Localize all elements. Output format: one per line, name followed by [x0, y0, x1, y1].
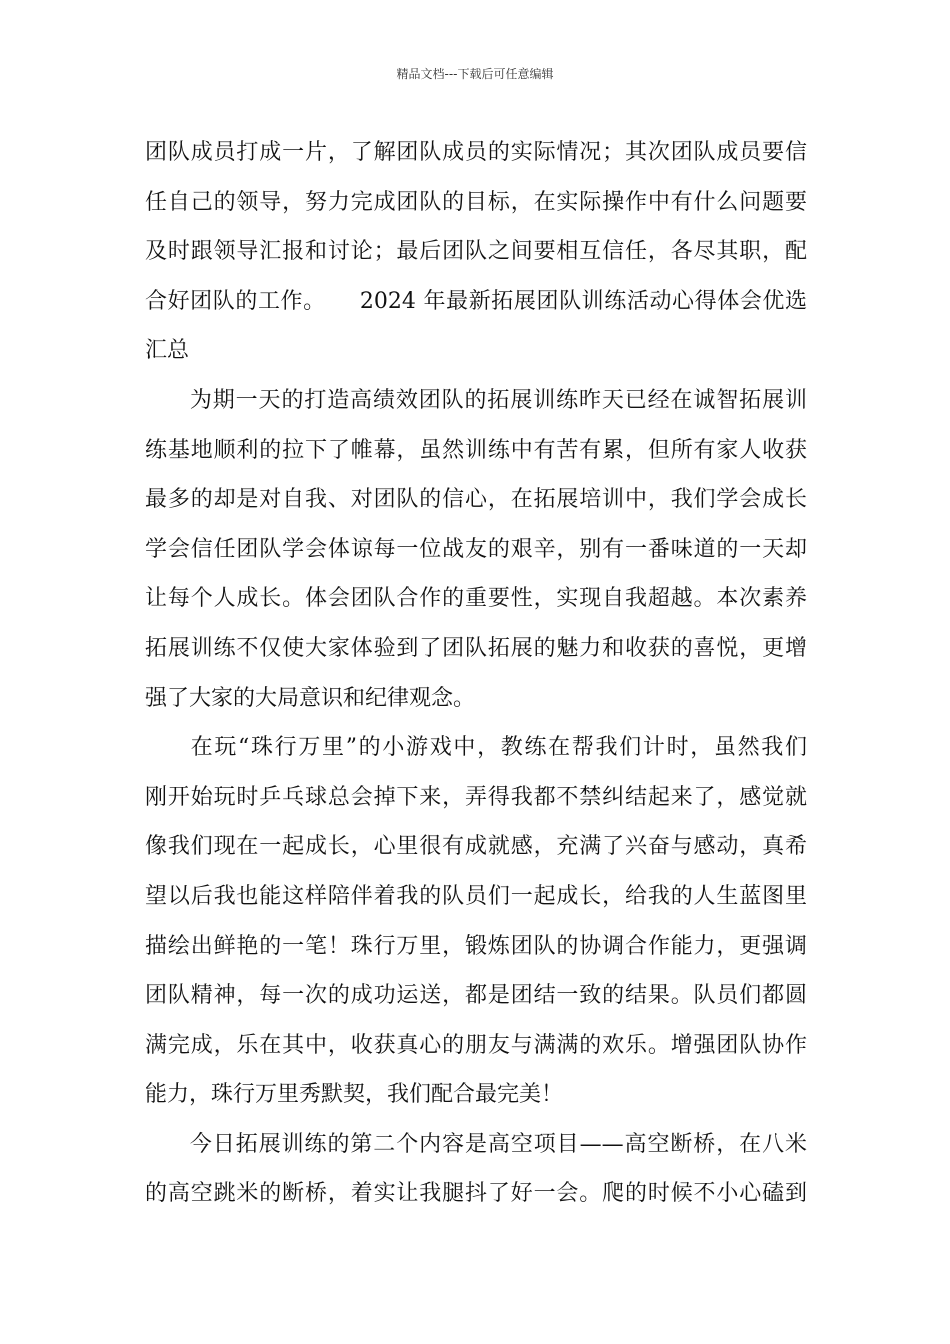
document-body [145, 128, 807, 1219]
paragraph-first-line [145, 376, 807, 426]
text-line: 刚开始玩时乒乓球总会掉下来，弄得我都不禁纠结起来了，感觉就 [145, 784, 807, 810]
text-line: 合好团队的工作。 2024 年最新拓展团队训练活动心得体会优选 [145, 288, 807, 314]
text-line: 让每个人成长。体会团队合作的重要性，实现自我超越。本次素养 [145, 586, 807, 612]
text-line: 像我们现在一起成长，心里很有成就感，充满了兴奋与感动，真希 [145, 834, 807, 860]
text-line: 今日拓展训练的第二个内容是高空项目——高空断桥，在八米 [189, 1131, 807, 1157]
text-line: 学会信任团队学会体谅每一位战友的艰辛，别有一番味道的一天却 [145, 536, 807, 562]
text-line: 练基地顺利的拉下了帷幕，虽然训练中有苦有累，但所有家人收获 [145, 437, 807, 463]
text-line: 及时跟领导汇报和讨论；最后团队之间要相互信任，各尽其职，配 [145, 239, 807, 265]
text-line: 望以后我也能这样陪伴着我的队员们一起成长，给我的人生蓝图里 [145, 883, 807, 909]
text-line: 强了大家的大局意识和纪律观念。 [145, 685, 476, 711]
text-line: 汇总 [145, 338, 190, 364]
text-line: 最多的却是对自我、对团队的信心，在拓展培训中，我们学会成长 [145, 487, 807, 513]
text-line: 描绘出鲜艳的一笔！珠行万里，锻炼团队的协调合作能力，更强调 [145, 933, 807, 959]
text-line: 的高空跳米的断桥，着实让我腿抖了好一会。爬的时候不小心磕到 [145, 1181, 807, 1207]
paragraph-first-line [145, 723, 807, 773]
text-line: 团队精神，每一次的成功运送，都是团结一致的结果。队员们都圆 [145, 983, 807, 1009]
text-line: 在玩“珠行万里”的小游戏中，教练在帮我们计时，虽然我们 [189, 735, 807, 761]
page-header: 精品文档---下载后可任意编辑 [396, 67, 554, 81]
text-line: 能力，珠行万里秀默契，我们配合最完美！ [145, 1082, 564, 1108]
text-line: 为期一天的打造高绩效团队的拓展训练昨天已经在诚智拓展训 [189, 387, 807, 413]
text-line: 满完成，乐在其中，收获真心的朋友与满满的欢乐。增强团队协作 [145, 1032, 807, 1058]
paragraph-first-line [145, 1120, 807, 1170]
text-line: 团队成员打成一片，了解团队成员的实际情况；其次团队成员要信 [145, 140, 807, 165]
text-line: 任自己的领导，努力完成团队的目标，在实际操作中有什么问题要 [145, 189, 807, 215]
text-line: 拓展训练不仅使大家体验到了团队拓展的魅力和收获的喜悦，更增 [145, 635, 807, 661]
